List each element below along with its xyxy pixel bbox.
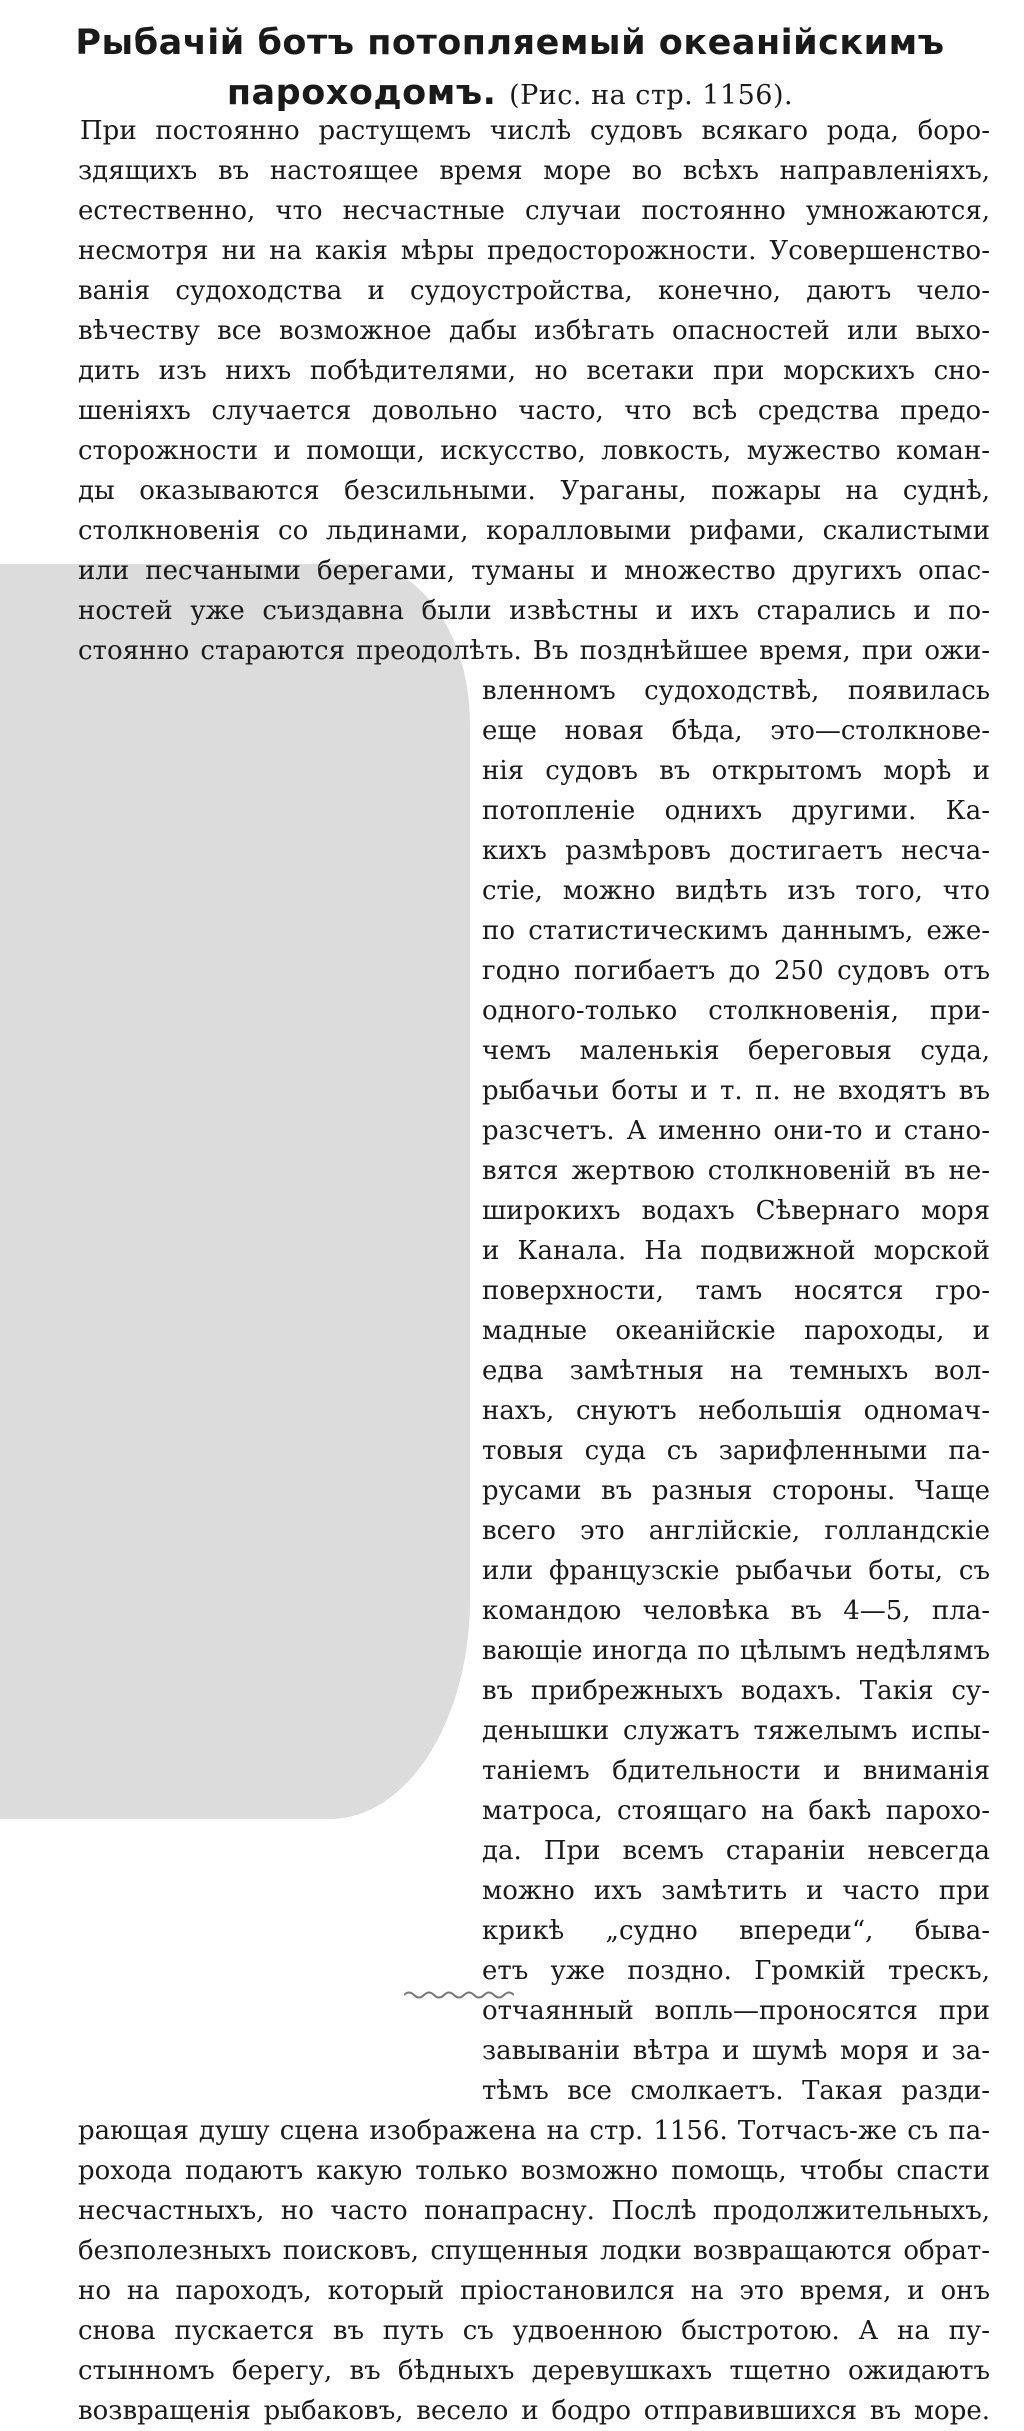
- body-line-top: ванія судоходства и судоустройства, конечно, даютъ чело-: [78, 276, 990, 306]
- body-line-column: крикѣ „судно впереди“, быва-: [482, 1916, 990, 1946]
- body-line-bottom: рохода подаютъ какую только возможно помощь, чтобы спасти: [78, 2156, 990, 2186]
- body-line-column: еще новая бѣда, это—столкнове-: [482, 716, 990, 746]
- body-line-column: матроса, стоящаго на бакѣ парохо-: [482, 1796, 990, 1826]
- body-line-top: ды оказываются безсильными. Ураганы, пожары на суднѣ,: [78, 476, 990, 506]
- body-line-column: разсчетъ. А именно они-то и стано-: [482, 1116, 990, 1146]
- body-line-column: завываніи вѣтра и шумѣ моря и за-: [482, 2036, 990, 2066]
- body-line-column: вленномъ судоходствѣ, появилась: [482, 676, 990, 706]
- body-line-column: годно погибаетъ до 250 судовъ отъ: [482, 956, 990, 986]
- article-title: [60, 18, 960, 121]
- body-line-column: или французскіе рыбачьи боты, съ: [482, 1556, 990, 1586]
- title-line-1: Рыбачій ботъ потопляемый океанійскимъ: [75, 23, 945, 63]
- body-line-column: едва замѣтныя на темныхъ вол-: [482, 1356, 990, 1386]
- body-line-top: естественно, что несчастные случаи постоянно умножаются,: [78, 196, 990, 226]
- body-line-top: несмотря ни на какія мѣры предосторожности. Усовершенство-: [78, 236, 990, 266]
- body-line-column: товыя суда съ зарифленными па-: [482, 1436, 990, 1466]
- body-line-bottom: безполезныхъ поисковъ, спущенныя лодки возвращаются обрат-: [78, 2236, 990, 2266]
- body-line-top: вѣчеству все возможное дабы избѣгать опасностей или выхо-: [78, 316, 990, 346]
- body-line-column: широкихъ водахъ Сѣвернаго моря: [482, 1196, 990, 1226]
- body-line-column: денышки служатъ тяжелымъ испы-: [482, 1716, 990, 1746]
- body-line-column: кихъ размѣровъ достигаетъ несча-: [482, 836, 990, 866]
- body-line-column: тѣмъ все смолкаетъ. Такая разди-: [482, 2076, 990, 2106]
- body-line-column: стіе, можно видѣть изъ того, что: [482, 876, 990, 906]
- body-line-top: сторожности и помощи, искусство, ловкость, мужество коман-: [78, 436, 990, 466]
- body-line-bottom: стынномъ берегу, въ бѣдныхъ деревушкахъ тщетно ожидаютъ: [78, 2356, 990, 2386]
- body-line-bottom: снова пускается въ путь съ удвоенною быстротою. А на пу-: [78, 2316, 990, 2346]
- body-line-bottom: несчастныхъ, но часто понапрасну. Послѣ продолжительныхъ,: [78, 2196, 990, 2226]
- body-line-top: здящихъ въ настоящее время море во всѣхъ направленіяхъ,: [78, 156, 990, 186]
- body-line-top: При постоянно растущемъ числѣ судовъ всякаго рода, боро-: [80, 116, 990, 146]
- body-line-top: шеніяхъ случается довольно часто, что всѣ средства предо-: [78, 396, 990, 426]
- redacted-image-area: [0, 564, 470, 1819]
- body-line-bottom: рающая душу сцена изображена на стр. 1156. Тотчасъ-же съ па-: [78, 2116, 990, 2146]
- body-line-column: потопленіе однихъ другими. Ка-: [482, 796, 990, 826]
- body-line-top: стоянно стараются преодолѣть. Въ позднѣйшее время, при ожи-: [78, 636, 990, 666]
- figure-reference: (Рис. на стр. 1156).: [509, 80, 794, 111]
- body-line-top: ностей уже съиздавна были извѣстны и ихъ старались и по-: [78, 596, 990, 626]
- body-line-column: всего это англійскіе, голландскіе: [482, 1516, 990, 1546]
- body-line-column: отчаянный вопль—проносятся при: [482, 1996, 990, 2026]
- body-line-top: столкновенія со льдинами, коралловыми рифами, скалистыми: [78, 516, 990, 546]
- body-line-column: русами въ разныя стороны. Чаще: [482, 1476, 990, 1506]
- body-line-column: и Канала. На подвижной морской: [482, 1236, 990, 1266]
- body-line-top: или песчаными берегами, туманы и множество другихъ опас-: [78, 556, 990, 586]
- body-line-column: таніемъ бдительности и вниманія: [482, 1756, 990, 1786]
- body-line-column: командою человѣка въ 4—5, пла-: [482, 1596, 990, 1626]
- body-line-column: чемъ маленькія береговыя суда,: [482, 1036, 990, 1066]
- body-line-column: нахъ, снуютъ небольшія одномач-: [482, 1396, 990, 1426]
- body-line-column: по статистическимъ даннымъ, еже-: [482, 916, 990, 946]
- body-line-column: поверхности, тамъ носятся гро-: [482, 1276, 990, 1306]
- body-line-column: нія судовъ въ открытомъ морѣ и: [482, 756, 990, 786]
- body-line-column: можно ихъ замѣтить и часто при: [482, 1876, 990, 1906]
- body-line-column: да. При всемъ стараніи невсегда: [482, 1836, 990, 1866]
- body-line-column: рыбачьи боты и т. п. не входятъ въ: [482, 1076, 990, 1106]
- body-line-column: вающіе иногда по цѣлымъ недѣлямъ: [482, 1636, 990, 1666]
- body-line-column: мадные океанійскіе пароходы, и: [482, 1316, 990, 1346]
- underline-squiggle: [404, 1990, 514, 2000]
- body-line-last: возвращенія рыбаковъ, весело и бодро отправившихся въ море.: [78, 2396, 990, 2426]
- body-line-top: дить изъ нихъ побѣдителями, но всетаки при морскихъ сно-: [78, 356, 990, 386]
- body-line-column: въ прибрежныхъ водахъ. Такія су-: [482, 1676, 990, 1706]
- title-line-2-text: пароходомъ.: [226, 73, 497, 113]
- body-line-column: етъ уже поздно. Громкій трескъ,: [482, 1956, 990, 1986]
- body-line-bottom: но на пароходъ, который пріостановился на это время, и онъ: [78, 2276, 990, 2306]
- body-line-column: вятся жертвою столкновеній въ не-: [482, 1156, 990, 1186]
- body-line-column: одного-только столкновенія, при-: [482, 996, 990, 1026]
